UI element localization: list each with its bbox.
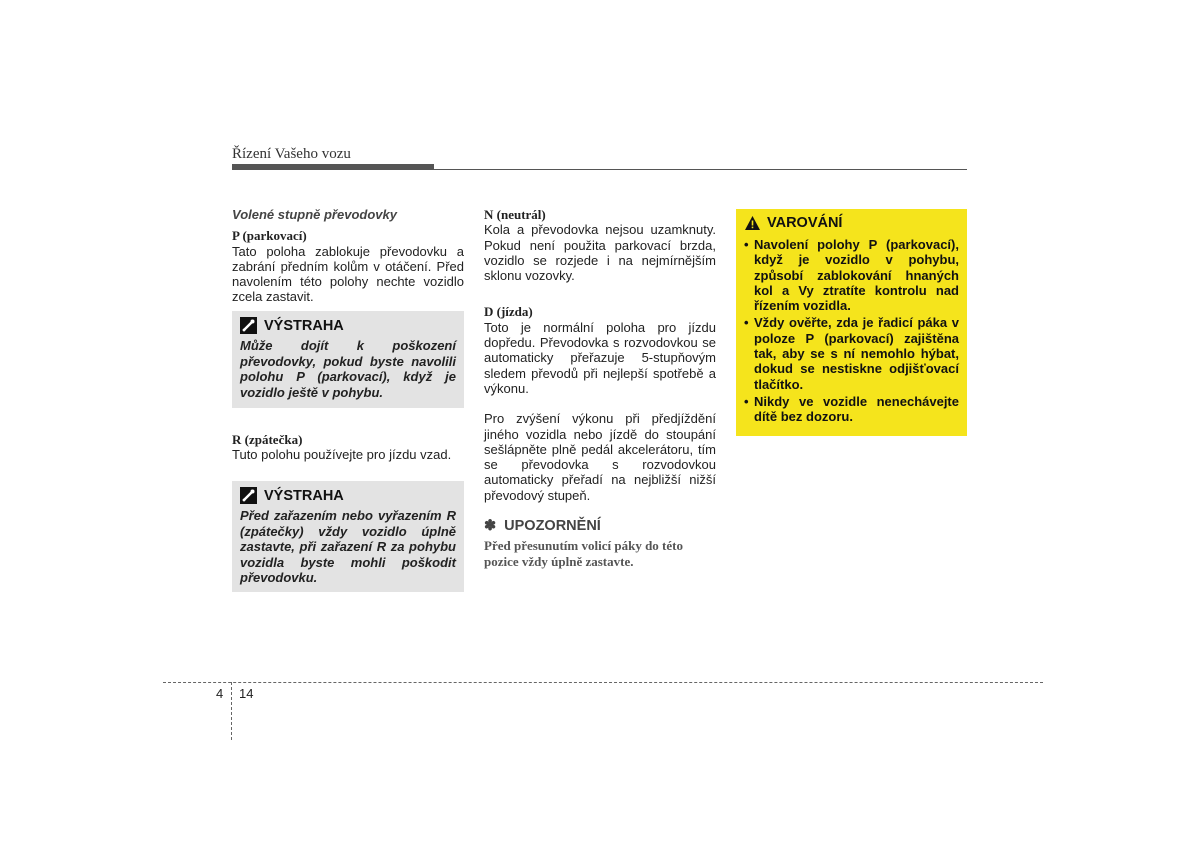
notice-header [484, 519, 716, 534]
varovani-title: VAROVÁNÍ [767, 215, 843, 231]
notice-text: Před přesunutím volicí páky do této pozice vždy úplně zastavte. [484, 538, 683, 569]
footer-dashed-rule [163, 682, 1043, 683]
footer-dashed-divider [231, 682, 232, 740]
r-position-title: R (zpátečka) [232, 432, 303, 447]
wrench-warning-icon [240, 487, 257, 504]
triangle-warning-icon [744, 215, 761, 231]
p-position-title: P (parkovací) [232, 228, 307, 244]
warning-box-p-header [240, 317, 456, 334]
warning-box-p-title: VÝSTRAHA [264, 317, 344, 334]
left-column-r [232, 432, 464, 463]
varovani-box [736, 209, 967, 436]
wrench-warning-icon [240, 317, 257, 334]
warning-box-r-header [240, 487, 456, 504]
warning-box-r [232, 481, 464, 592]
list-item: • Vždy ověřte, zda je řadicí páka v poloze P (parkovací) zajištěna tak, aby se s ní nemohlo hýbat, dokud se nestiskne odjišťovací tlačítko. [744, 315, 959, 392]
asterisk-icon: ✽ [484, 518, 497, 535]
header-rule [232, 169, 967, 170]
warning-box-p [232, 311, 464, 408]
varovani-header [744, 215, 959, 231]
section-title: Volené stupně převodovky [232, 207, 397, 222]
warning-box-r-title: VÝSTRAHA [264, 487, 344, 504]
d-position-text-2: Pro zvýšení výkonu při předjíždění jiného vozidla nebo jízdě do stoupání sešlápněte plně pedál akcelerátoru, tím se převodovka s rozvodovkou automaticky přeřadí na nejbližší nižší převodový stupeň. [484, 411, 716, 503]
n-position-title: N (neutrál) [484, 207, 546, 222]
warning-box-p-text: Může dojít k poškození převodovky, pokud byste navolili polohu P (parkovací), když je vozidlo ještě v pohybu. [240, 338, 456, 400]
varovani-list [744, 237, 959, 425]
chapter-number: 4 [216, 686, 224, 701]
list-item: • Navolení polohy P (parkovací), když je vozidlo v pohybu, způsobí zablokování hnaných kol a Vy ztratíte kontrolu nad řízením vozidla. [744, 237, 959, 314]
n-position-text: Kola a převodovka nejsou uzamknuty. Pokud není použita parkovací brzda, vozidlo se rozjede i na nejmírnějším sklonu vozovky. [484, 222, 716, 284]
d-position-text: Toto je normální poloha pro jízdu dopředu. Převodovka s rozvodovkou se automaticky přeřazuje 5-stupňovým sledem převodů při nejlepší spotřebě a výkonu. [484, 319, 716, 396]
left-column [232, 207, 464, 305]
warning-box-r-text: Před zařazením nebo vyřazením R (zpátečky) vždy vozidlo úplně zastavte, při zařazení R za pohybu vozidla byste mohli poškodit převodovku. [240, 508, 456, 585]
list-item: • Nikdy ve vozidle nenechávejte dítě bez dozoru. [744, 393, 959, 425]
notice-title: UPOZORNĚNÍ [504, 518, 601, 535]
page-header-title: Řízení Vašeho vozu [232, 146, 351, 162]
d-position-title: D (jízda) [484, 304, 533, 320]
page-number: 14 [239, 686, 254, 701]
p-position-text: Tato poloha zablokuje převodovku a zabrání předním kolům v otáčení. Před navolením této polohy nechte vozidlo zcela zastavit. [232, 243, 464, 305]
middle-column [484, 207, 716, 569]
r-position-text: Tuto polohu používejte pro jízdu vzad. [232, 447, 452, 463]
